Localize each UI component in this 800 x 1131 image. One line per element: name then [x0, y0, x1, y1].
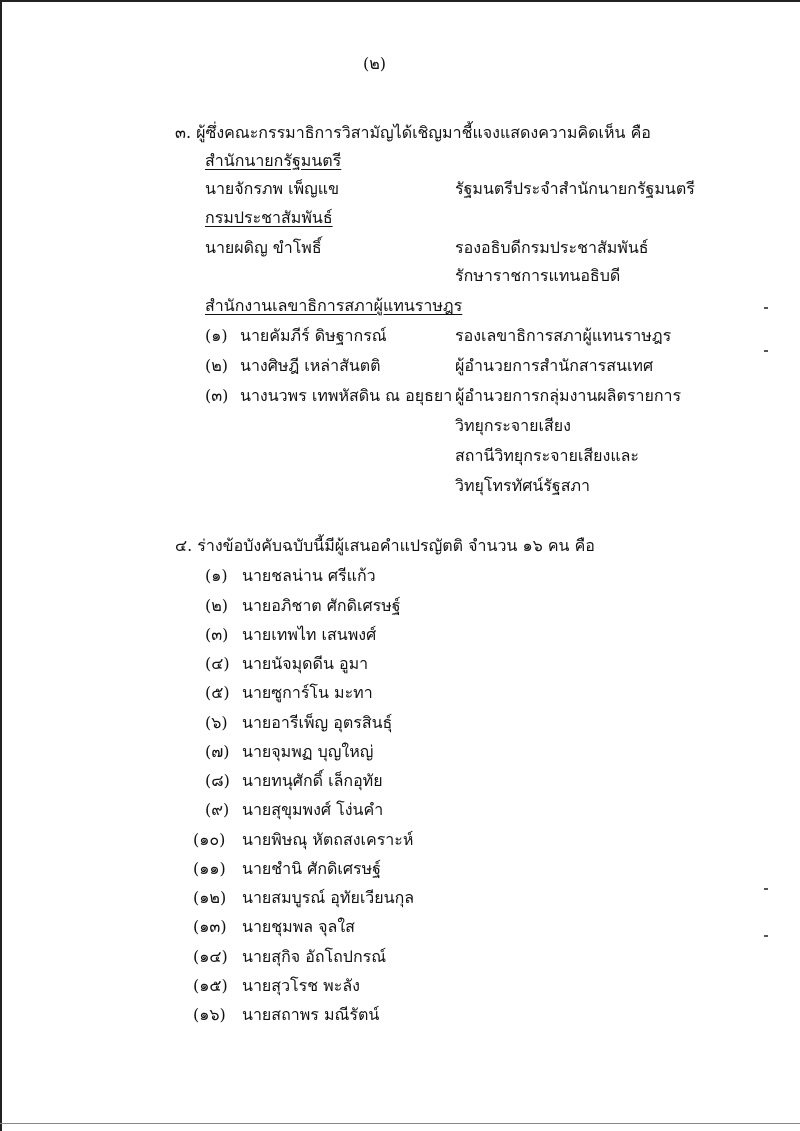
org-heading-1: สำนักนายกรัฐมนตรี — [205, 151, 342, 170]
item-number: (๑๑) — [193, 859, 226, 878]
item-number: (๔) — [205, 654, 230, 673]
person-name: นายคัมภีร์ ดิษฐากรณ์ — [240, 326, 387, 345]
person-position: วิทยุกระจายเสียง — [455, 416, 571, 435]
item-number: (๑) — [205, 326, 228, 345]
item-number: (๑๔) — [193, 947, 228, 966]
scan-speck — [764, 935, 768, 937]
item-number: (๓) — [205, 625, 229, 644]
person-position: ผู้อำนวยการกลุ่มงานผลิตรายการ — [455, 386, 682, 405]
person-position: ผู้อำนวยการสำนักสารสนเทศ — [455, 356, 654, 375]
person-name: นายจักรภพ เพ็ญแข — [205, 179, 340, 198]
item-number: (๙) — [205, 800, 230, 819]
person-position: รองเลขาธิการสภาผู้แทนราษฎร — [455, 326, 672, 345]
person-name: นายสถาพร มณีรัตน์ — [242, 1005, 380, 1024]
person-position: รักษาราชการแทนอธิบดี — [455, 266, 621, 285]
person-position: สถานีวิทยุกระจายเสียงและ — [455, 446, 640, 465]
section3-heading: ๓. ผู้ซึ่งคณะกรรมาธิการวิสามัญได้เชิญมาชี้แจงแสดงความคิดเห็น คือ — [175, 123, 651, 142]
person-name: นายอภิชาต ศักดิเศรษฐ์ — [242, 596, 401, 615]
item-number: (๑๐) — [193, 830, 226, 849]
item-number: (๓) — [205, 386, 229, 405]
item-number: (๘) — [205, 771, 230, 790]
scan-speck — [764, 888, 768, 890]
item-number: (๑๖) — [193, 1005, 226, 1024]
person-position: รัฐมนตรีประจำสำนักนายกรัฐมนตรี — [455, 179, 695, 198]
person-name: นายสุกิจ อัถโถปกรณ์ — [242, 947, 387, 966]
person-name: นายเทพไท เสนพงศ์ — [242, 625, 377, 644]
person-name: นายสุขุมพงศ์ โง่นคำ — [242, 800, 384, 819]
person-name: นางนวพร เทพหัสดิน ณ อยุธยา — [240, 386, 453, 405]
person-name: นางศิษฎี เหล่าสันตติ — [240, 356, 381, 375]
page-number: (๒) — [363, 54, 387, 73]
scan-edge-bottom — [0, 1123, 800, 1124]
item-number: (๒) — [205, 356, 229, 375]
person-name: นายผดิญ ขำโพธิ์ — [205, 238, 322, 257]
person-name: นายนัจมุดดีน อูมา — [242, 654, 369, 673]
org-heading-3: สำนักงานเลขาธิการสภาผู้แทนราษฎร — [205, 296, 463, 315]
item-number: (๒) — [205, 596, 229, 615]
person-name: นายสุวโรช พะลัง — [242, 976, 360, 995]
item-number: (๑) — [205, 566, 228, 585]
person-name: นายชำนิ ศักดิเศรษฐ์ — [242, 859, 381, 878]
scan-speck — [764, 350, 768, 352]
item-number: (๑๕) — [193, 976, 228, 995]
person-name: นายอารีเพ็ญ อุตรสินธุ์ — [242, 713, 393, 732]
item-number: (๑๓) — [193, 917, 227, 936]
person-name: นายจุมพฏ บุญใหญ่ — [242, 742, 374, 761]
person-name: นายซูการ์โน มะทา — [242, 683, 373, 702]
person-position: รองอธิบดีกรมประชาสัมพันธ์ — [455, 238, 649, 257]
person-name: นายสมบูรณ์ อุทัยเวียนกุล — [242, 888, 415, 907]
person-name: นายทนุศักดิ์ เล็กอุทัย — [242, 771, 383, 790]
item-number: (๕) — [205, 683, 230, 702]
person-name: นายชุมพล จุลใส — [242, 917, 355, 936]
section4-heading: ๔. ร่างข้อบังคับฉบับนี้มีผู้เสนอคำแปรญัตติ จำนวน ๑๖ คน คือ — [175, 536, 595, 555]
org-heading-2: กรมประชาสัมพันธ์ — [205, 208, 333, 227]
item-number: (๖) — [205, 713, 228, 732]
scan-edge-left — [0, 0, 2, 1131]
scan-edge-top — [0, 0, 800, 2]
person-name: นายพิษณุ หัตถสงเคราะห์ — [242, 830, 414, 849]
person-position: วิทยุโทรทัศน์รัฐสภา — [455, 476, 590, 495]
item-number: (๗) — [205, 742, 230, 761]
person-name: นายชลน่าน ศรีแก้ว — [242, 566, 376, 585]
scan-speck — [764, 307, 768, 309]
item-number: (๑๒) — [193, 888, 227, 907]
